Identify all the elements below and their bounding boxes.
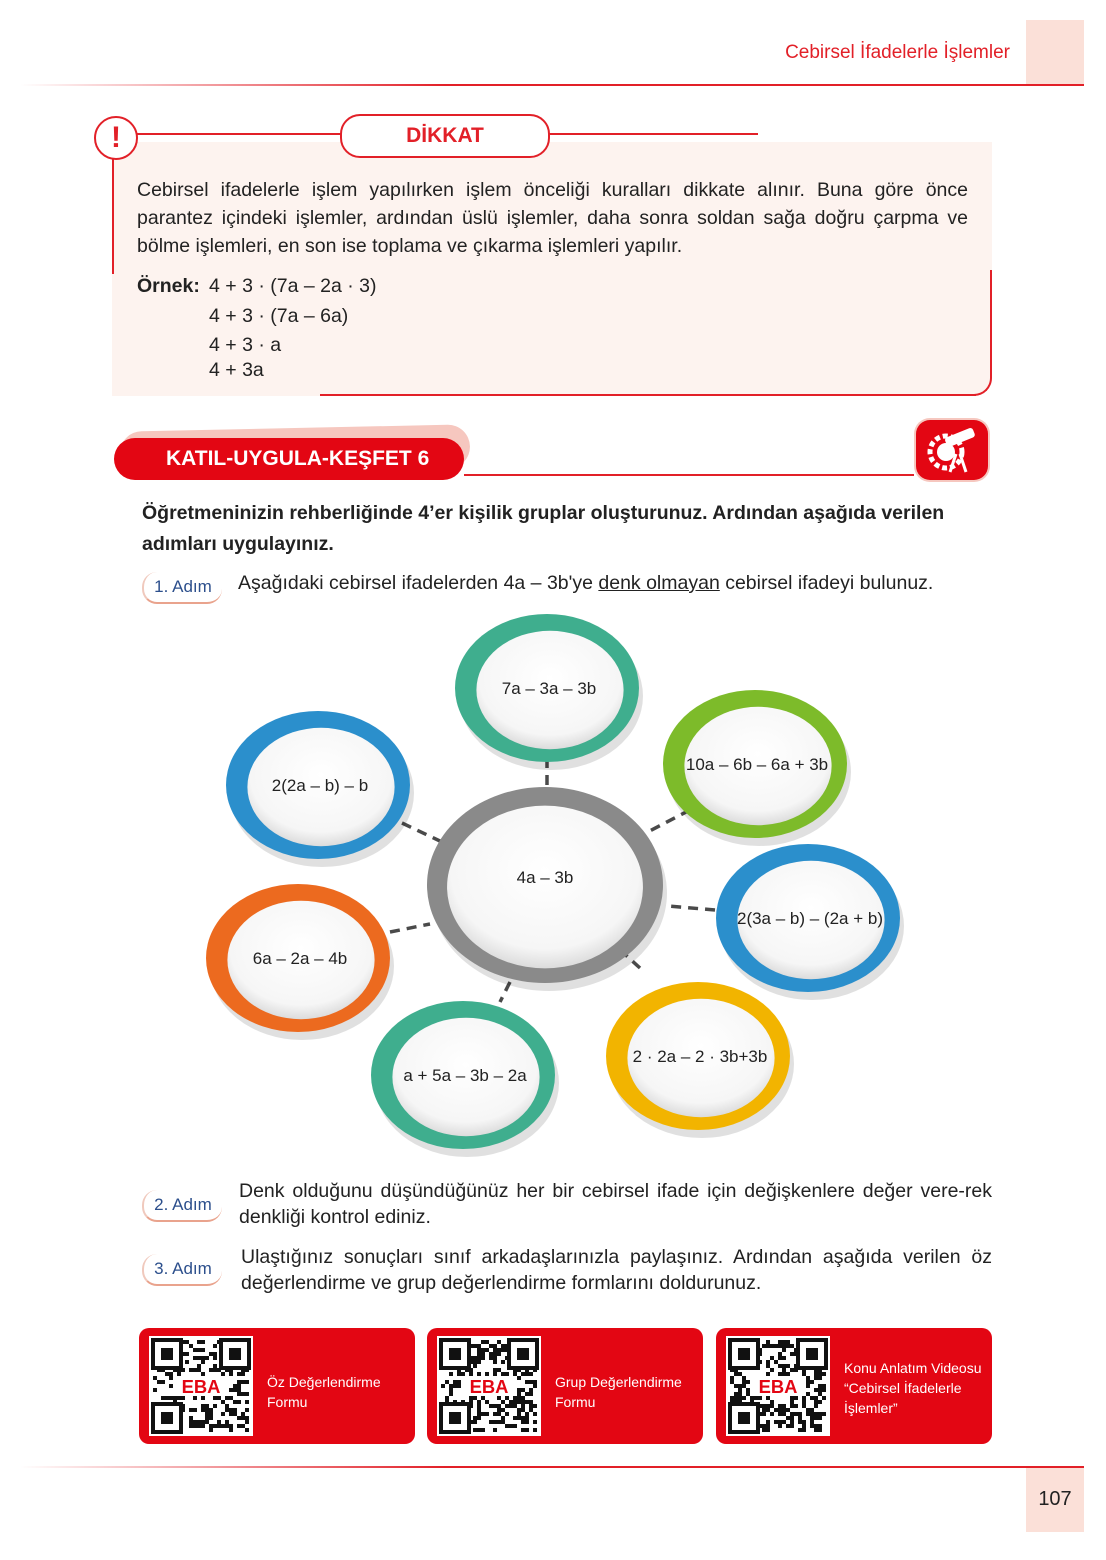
bubble-label: a + 5a – 3b – 2a [403, 1066, 527, 1085]
bubble-label: 4a – 3b [516, 868, 574, 887]
example-line: 4 + 3 · a [209, 334, 282, 356]
qr-card-self-assessment[interactable] [139, 1328, 415, 1444]
exclamation-icon: ! [94, 116, 138, 160]
bubble-label: 2 · 2a – 2 · 3b+3b [632, 1047, 768, 1066]
section-intro: Öğretmeninizin rehberliğinde 4’er kişilik gruplar oluşturunuz. Ardından aşağıda verilen adımları uygulayınız. [142, 502, 945, 555]
step-text-1 [238, 570, 998, 596]
page-number: 107 [1038, 1488, 1072, 1510]
bubble-2-2a-b-b [226, 711, 414, 867]
connector-line [640, 810, 690, 836]
qr-card-label-line: Öz Değerlendirme [267, 1374, 381, 1390]
qr-card-label-line: “Cebirsel İfadelerle [844, 1380, 962, 1396]
step-badge-1: 1. Adım [142, 572, 222, 604]
telescope-gear-icon [916, 420, 988, 480]
eba-logo: EBA [181, 1376, 221, 1398]
step-badge-2: 2. Adım [142, 1190, 222, 1222]
bubble-7a-3a-3b [455, 614, 643, 770]
qr-card-label [267, 1372, 381, 1412]
example-line: 4 + 3a [209, 359, 264, 381]
bubble-label: 6a – 2a – 4b [252, 949, 348, 968]
qr-card-lecture-video[interactable] [716, 1328, 992, 1444]
step-text-3: Ulaştığınız sonuçları sınıf arkadaşlarınızla paylaşınız. Ardından aşağıda verilen öz değerlendirme ve grup değerlendirme formlarını doldurunuz. [241, 1246, 992, 1294]
qr-code-icon[interactable] [726, 1336, 830, 1436]
section-rule [464, 474, 914, 476]
example-line: 4 + 3 · (7a – 2a · 3) [209, 275, 377, 297]
header-tab [1026, 20, 1084, 84]
step-text-2: Denk olduğunu düşündüğünüz her bir cebirsel ifade için değişkenlere değer vere-rek denkliği kontrol ediniz. [239, 1180, 992, 1228]
bubble-label: 7a – 3a – 3b [501, 679, 597, 698]
dikkat-title: DİKKAT [340, 114, 550, 158]
bubble-2-2a-2-3b-3b [606, 982, 794, 1138]
qr-card-label-line: Grup Değerlendirme [555, 1374, 682, 1390]
qr-card-label-line: Konu Anlatım Videosu [844, 1360, 982, 1376]
qr-card-label-line: Formu [555, 1394, 596, 1410]
bubble-6a-2a-4b [206, 884, 394, 1040]
example-line: 4 + 3 · (7a – 6a) [209, 305, 349, 327]
qr-card-label [844, 1358, 982, 1418]
header-rule [20, 84, 1084, 86]
bubble-inner [447, 806, 643, 969]
qr-card-group-assessment[interactable] [427, 1328, 703, 1444]
qr-code-icon[interactable] [437, 1336, 541, 1436]
example-label: Örnek: [137, 275, 200, 297]
step-text-1-underlined: denk olmayan [598, 572, 720, 594]
connector-line [668, 906, 715, 910]
dikkat-corner [956, 356, 992, 396]
bubble-center-4a-3b [427, 787, 667, 991]
dikkat-left-rule [112, 154, 114, 274]
dikkat-top-rule [136, 133, 342, 135]
dikkat-bottom-rule [320, 394, 976, 396]
dikkat-text: Cebirsel ifadelerle işlem yapılırken işlem önceliği kuralları dikkate alınır. Buna göre önce parantez içindeki işlemler, ardından üslü işlemler, daha sonra soldan sağa doğru çarpma ve bölme işlemleri, en son ise toplama ve çıkarma işlemleri yapılır. [137, 179, 968, 257]
footer-rule [20, 1466, 1084, 1468]
connector-line [402, 823, 442, 842]
eba-logo: EBA [758, 1376, 798, 1398]
header-title: Cebirsel İfadelerle İşlemler [785, 42, 1010, 63]
bubble-group [206, 614, 904, 1157]
step-text-1-after: cebirsel ifadeyi bulunuz. [719, 572, 934, 594]
connector-line [390, 924, 430, 932]
qr-card-label-line: Formu [267, 1394, 308, 1410]
section-title: KATIL-UYGULA-KEŞFET 6 [114, 438, 464, 480]
bubble-label: 2(2a – b) – b [271, 776, 369, 795]
step-badge-3: 3. Adım [142, 1254, 222, 1286]
qr-card-label [555, 1372, 682, 1412]
bubble-label: 10a – 6b – 6a + 3b [685, 755, 829, 774]
bubble-a-5a-3b-2a [371, 1001, 559, 1157]
step-text-1-before: Aşağıdaki cebirsel ifadelerden 4a – 3b'ye [238, 572, 599, 594]
bubble-2-3a-b-2a-b [716, 844, 904, 1000]
expression-diagram [200, 610, 910, 1170]
bubble-label: 2(3a – b) – (2a + b) [736, 909, 884, 928]
dikkat-top-rule-right [546, 133, 758, 135]
bubble-10a-6b-6a-3b [663, 690, 851, 846]
qr-code-icon[interactable] [149, 1336, 253, 1436]
qr-card-label-line: İşlemler” [844, 1400, 898, 1416]
eba-logo: EBA [469, 1376, 509, 1398]
